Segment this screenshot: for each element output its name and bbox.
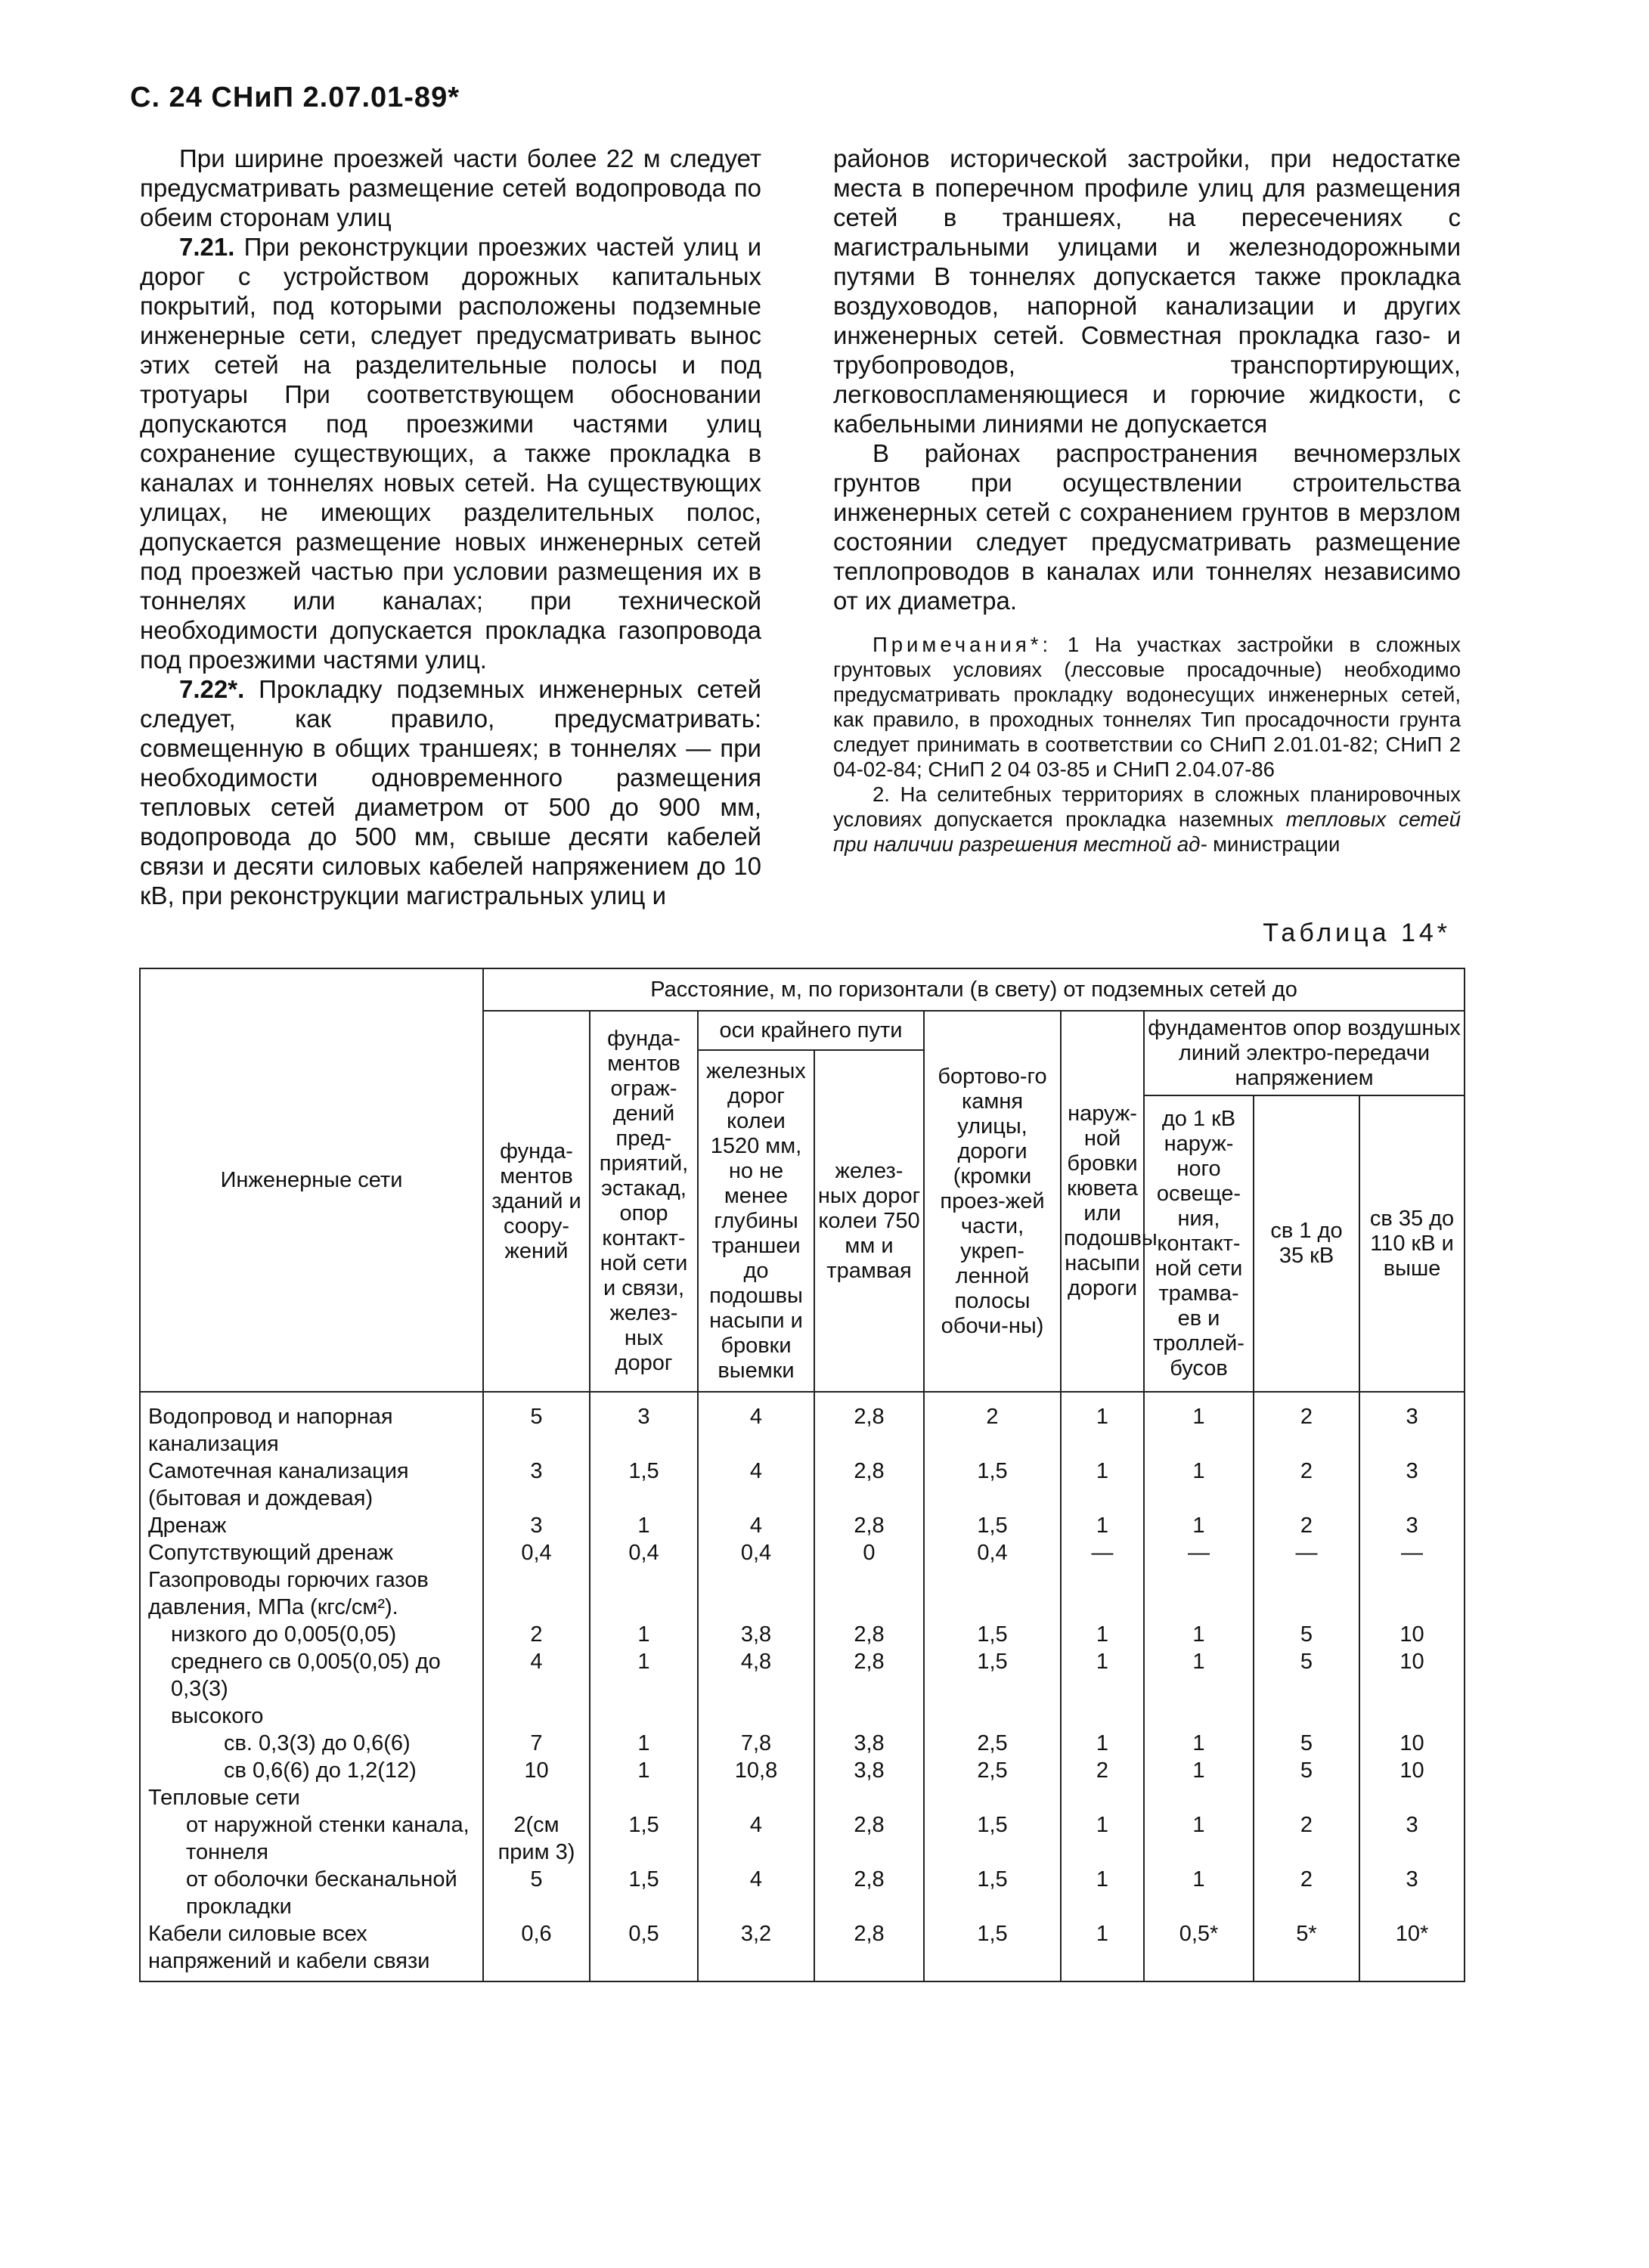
note-text: 1 На участках застройки в сложных грунтовых условиях (лессовые просадочные) необходимо предусматривать прокладку водонесущих инженерных сетей, как правило, в проходных тоннелях Тип просадочности грунта следует принимать в соответствии со СНиП 2.01.01-82; СНиП 2 04-02-84; СНиП 2 04 03-85 и СНиП 2.04.07-86 xyxy=(833,633,1461,781)
table-cell: 0,4 xyxy=(483,1539,590,1566)
table-cell: 5 xyxy=(1254,1648,1359,1703)
table-cell xyxy=(1254,1784,1359,1811)
table-cell: 10* xyxy=(1359,1920,1465,1981)
row-label: Сопутствующий дренаж xyxy=(140,1539,483,1566)
table-cell xyxy=(1359,1703,1465,1730)
page-header: С. 24 СНиП 2.07.01-89* xyxy=(130,82,460,113)
table-cell xyxy=(483,1784,590,1811)
table-cell xyxy=(814,1703,924,1730)
table-cell: 4 xyxy=(698,1512,814,1539)
table-cell: 2 xyxy=(483,1621,590,1648)
distance-table xyxy=(139,968,1465,1982)
paragraph: При ширине проезжей части более 22 м следует предусматривать размещение сетей водопровода по обеим сторонам улиц xyxy=(140,144,761,231)
table-cell xyxy=(698,1784,814,1811)
row-label: Дренаж xyxy=(140,1512,483,1539)
table-cell: 4 xyxy=(698,1866,814,1920)
table-caption: Таблица 14* xyxy=(1263,919,1451,947)
table-cell: 10 xyxy=(1359,1757,1465,1784)
table-cell: 1 xyxy=(590,1621,698,1648)
header-ditch: наруж-ной бровки кювета или подошвы насыпи дороги xyxy=(1061,1011,1144,1392)
row-label: Тепловые сети xyxy=(140,1784,483,1811)
table-cell: 4 xyxy=(698,1811,814,1866)
paragraph-7-22 xyxy=(140,674,761,910)
table-cell: 1 xyxy=(1061,1392,1144,1458)
paragraph: районов исторической застройки, при недостатке места в поперечном профиле улиц для размещения сетей в траншеях, на пересечениях с магистральными улицами и железнодорожными путями В тоннелях допускается также прокладка воздуховодов, напорной канализации и других инженерных сетей. Совместная прокладка газо- и трубопроводов, транспортирующих, легковоспламеняющиеся и горючие жидкости, с кабельными линиями не допускается xyxy=(833,144,1461,438)
table-cell: 5 xyxy=(1254,1757,1359,1784)
table-row xyxy=(140,1703,1465,1730)
table-cell: 4,8 xyxy=(698,1648,814,1703)
table-cell: 1 xyxy=(590,1757,698,1784)
table-cell: 2 xyxy=(1254,1512,1359,1539)
table-cell xyxy=(1061,1784,1144,1811)
header-track-axis: оси крайнего пути xyxy=(698,1011,924,1050)
table-cell: 1,5 xyxy=(590,1866,698,1920)
table-cell: 0,4 xyxy=(924,1539,1061,1566)
note-1 xyxy=(833,632,1461,782)
table-cell xyxy=(590,1784,698,1811)
table-row xyxy=(140,1920,1465,1981)
table-cell: 1 xyxy=(1144,1811,1254,1866)
table-cell xyxy=(698,1566,814,1621)
table-cell: 2 xyxy=(1254,1811,1359,1866)
table-row xyxy=(140,1621,1465,1648)
header-rail-1520: железных дорог колеи 1520 мм, но не менее глубины траншеи до подошвы насыпи и бровки выемки xyxy=(698,1050,814,1392)
table-cell: 3 xyxy=(483,1512,590,1539)
table-cell xyxy=(698,1703,814,1730)
header-foundations-fences: фунда-ментов ограж-дений пред-приятий, эстакад, опор контакт-ной сети и связи, желез-ных дорог xyxy=(590,1011,698,1392)
note-2 xyxy=(833,782,1461,857)
table-cell: 1 xyxy=(1144,1512,1254,1539)
table-cell: 10 xyxy=(1359,1648,1465,1703)
table-cell: 3,8 xyxy=(814,1757,924,1784)
table-cell: 1 xyxy=(1061,1866,1144,1920)
table-cell: 2 xyxy=(1254,1458,1359,1512)
table-cell: 1 xyxy=(590,1512,698,1539)
table-cell: 2 xyxy=(1061,1757,1144,1784)
header-power-lines: фундаментов опор воздушных линий электро-передачи напряжением xyxy=(1144,1011,1465,1095)
table-cell xyxy=(1254,1703,1359,1730)
table-cell: 1 xyxy=(1144,1458,1254,1512)
table-row xyxy=(140,1392,1465,1458)
table-cell xyxy=(924,1784,1061,1811)
table-cell xyxy=(924,1566,1061,1621)
table-cell: 1 xyxy=(1144,1757,1254,1784)
table-cell: 2 xyxy=(924,1392,1061,1458)
table-cell: 3,8 xyxy=(698,1621,814,1648)
table-cell: 2,5 xyxy=(924,1757,1061,1784)
table-cell: 1 xyxy=(590,1730,698,1757)
table-cell: 1 xyxy=(1061,1920,1144,1981)
table-cell xyxy=(1144,1703,1254,1730)
table-cell xyxy=(483,1566,590,1621)
table-cell: 1 xyxy=(1061,1621,1144,1648)
table-cell: 2,8 xyxy=(814,1392,924,1458)
table-cell: 2,8 xyxy=(814,1920,924,1981)
table-cell: 3 xyxy=(483,1458,590,1512)
table-cell: 1 xyxy=(1144,1648,1254,1703)
right-column xyxy=(833,144,1461,857)
table-cell: 2,8 xyxy=(814,1458,924,1512)
row-label: Газопроводы горючих газов давления, МПа (кгс/см²). xyxy=(140,1566,483,1621)
table-row xyxy=(140,1784,1465,1811)
table-cell: 2 xyxy=(1254,1392,1359,1458)
table-cell: 2,8 xyxy=(814,1811,924,1866)
table-cell: 1 xyxy=(1144,1866,1254,1920)
table-cell: 10 xyxy=(483,1757,590,1784)
table-cell: 1,5 xyxy=(590,1811,698,1866)
table-row xyxy=(140,1512,1465,1539)
row-label: среднего св 0,005(0,05) до 0,3(3) xyxy=(140,1648,483,1703)
paragraph: В районах распространения вечномерзлых грунтов при осуществлении строительства инженерных сетей с сохранением грунтов в мерзлом состоянии следует предусматривать размещение теплопроводов в каналах или тоннелях независимо от их диаметра. xyxy=(833,439,1461,615)
table-row xyxy=(140,1811,1465,1866)
row-label: Водопровод и напорная канализация xyxy=(140,1392,483,1458)
table-cell: 3 xyxy=(1359,1866,1465,1920)
table-cell: 3 xyxy=(1359,1392,1465,1458)
header-over-1-to-35: св 1 до 35 кВ xyxy=(1254,1095,1359,1392)
row-label: св. 0,3(3) до 0,6(6) xyxy=(140,1730,483,1757)
header-rail-750: желез-ных дорог колеи 750 мм и трамвая xyxy=(814,1050,924,1392)
paragraph-7-21 xyxy=(140,232,761,674)
table-cell: 1 xyxy=(590,1648,698,1703)
paragraph-number: 7.21. xyxy=(179,233,235,261)
table-cell: 5 xyxy=(483,1866,590,1920)
table-cell: 1 xyxy=(1061,1458,1144,1512)
table-cell: 0,5* xyxy=(1144,1920,1254,1981)
table-cell: 3 xyxy=(590,1392,698,1458)
table-cell xyxy=(1061,1566,1144,1621)
table-cell: 5 xyxy=(483,1392,590,1458)
table-cell xyxy=(1359,1784,1465,1811)
table-cell: — xyxy=(1254,1539,1359,1566)
table-cell xyxy=(1061,1703,1144,1730)
table-cell: 1 xyxy=(1061,1512,1144,1539)
table-cell: 1 xyxy=(1144,1621,1254,1648)
table-row xyxy=(140,1866,1465,1920)
table-cell: 1,5 xyxy=(924,1811,1061,1866)
table-cell: 4 xyxy=(483,1648,590,1703)
row-label: св 0,6(6) до 1,2(12) xyxy=(140,1757,483,1784)
table-cell xyxy=(1144,1784,1254,1811)
table-cell: 10,8 xyxy=(698,1757,814,1784)
table-cell: 3 xyxy=(1359,1458,1465,1512)
table-cell xyxy=(1144,1566,1254,1621)
table-cell xyxy=(814,1784,924,1811)
table-cell: 0,4 xyxy=(590,1539,698,1566)
table-cell: 0 xyxy=(814,1539,924,1566)
table-cell: 1 xyxy=(1144,1730,1254,1757)
table-cell: 2,8 xyxy=(814,1512,924,1539)
table-row xyxy=(140,1539,1465,1566)
note-text: 2. На селитебных территориях в сложных планировочных условиях допускается прокладка наземных xyxy=(833,782,1461,831)
table-cell: 5 xyxy=(1254,1621,1359,1648)
table-row xyxy=(140,1458,1465,1512)
row-label: Самотечная канализация (бытовая и дождевая) xyxy=(140,1458,483,1512)
table-cell: 2,5 xyxy=(924,1730,1061,1757)
paragraph-text: При реконструкции проезжих частей улиц и дорог с устройством дорожных капитальных покрытий, под которыми расположены подземные инженерные сети, следует предусматривать вынос этих сетей на разделительные полосы и под тротуары При соответствующем обосновании допускаются под проезжими частями улиц сохранение существующих, а также прокладка в каналах и тоннелях новых сетей. На существующих улицах, не имеющих разделительных полос, допускается размещение новых инженерных сетей под проезжей частью при условии размещения их в тоннелях или каналах; при технической необходимости допускается прокладка газопровода под проезжими частями улиц. xyxy=(140,233,761,674)
note-text-italic: тепловых сетей при наличии разрешения местной ад- xyxy=(833,807,1461,856)
header-distance: Расстояние, м, по горизонтали (в свету) от подземных сетей до xyxy=(483,968,1465,1011)
table-cell: 1 xyxy=(1061,1648,1144,1703)
table-cell: 3 xyxy=(1359,1811,1465,1866)
table-cell: 0,6 xyxy=(483,1920,590,1981)
table-cell: 10 xyxy=(1359,1730,1465,1757)
table-row xyxy=(140,1648,1465,1703)
row-label: от оболочки бесканальной прокладки xyxy=(140,1866,483,1920)
table-cell: 1,5 xyxy=(924,1512,1061,1539)
row-label: низкого до 0,005(0,05) xyxy=(140,1621,483,1648)
table-row xyxy=(140,1730,1465,1757)
table-cell: 7 xyxy=(483,1730,590,1757)
table-cell: 1,5 xyxy=(924,1920,1061,1981)
table-cell xyxy=(590,1566,698,1621)
table-cell xyxy=(483,1703,590,1730)
table-cell xyxy=(814,1566,924,1621)
notes xyxy=(833,632,1461,857)
row-label: от наружной стенки канала, тоннеля xyxy=(140,1811,483,1866)
table-cell: 1 xyxy=(1144,1392,1254,1458)
table-cell xyxy=(924,1703,1061,1730)
note-text: министрации xyxy=(1213,832,1341,856)
table-cell xyxy=(590,1703,698,1730)
table-cell: 2,8 xyxy=(814,1866,924,1920)
note-label: Примечания*: xyxy=(873,633,1052,656)
table-cell: 1 xyxy=(1061,1811,1144,1866)
header-up-to-1kv: до 1 кВ наруж-ного освеще-ния, контакт-ной сети трамва-ев и троллей-бусов xyxy=(1144,1095,1254,1392)
table-cell: 1,5 xyxy=(590,1458,698,1512)
header-networks: Инженерные сети xyxy=(140,968,483,1392)
table-cell: 3 xyxy=(1359,1512,1465,1539)
table-cell: 5* xyxy=(1254,1920,1359,1981)
table-cell: 1,5 xyxy=(924,1866,1061,1920)
table-cell: — xyxy=(1061,1539,1144,1566)
table-cell: 2,8 xyxy=(814,1648,924,1703)
table-cell xyxy=(1254,1566,1359,1621)
paragraph-text: Прокладку подземных инженерных сетей следует, как правило, предусматривать: совмещенную в общих траншеях; в тоннелях — при необходимости одновременного размещения тепловых сетей диаметром от 500 до 900 мм, водопровода до 500 мм, свыше десяти кабелей связи и десяти силовых кабелей напряжением до 10 кВ, при реконструкции магистральных улиц и xyxy=(140,675,762,909)
table-cell: 1,5 xyxy=(924,1621,1061,1648)
table-cell: 1,5 xyxy=(924,1648,1061,1703)
header-foundations-buildings: фунда-ментов зданий и соору-жений xyxy=(483,1011,590,1392)
table-cell: 5 xyxy=(1254,1730,1359,1757)
table-cell: 2(см прим 3) xyxy=(483,1811,590,1866)
row-label: высокого xyxy=(140,1703,483,1730)
table-cell: 3,2 xyxy=(698,1920,814,1981)
row-label: Кабели силовые всех напряжений и кабели связи xyxy=(140,1920,483,1981)
paragraph-number: 7.22*. xyxy=(179,675,245,703)
left-column xyxy=(140,144,761,910)
table-row xyxy=(140,1757,1465,1784)
table-cell: 4 xyxy=(698,1458,814,1512)
table-cell xyxy=(1359,1566,1465,1621)
table-cell: 10 xyxy=(1359,1621,1465,1648)
header-curb: бортово-го камня улицы, дороги (кромки проез-жей части, укреп-ленной полосы обочи-ны) xyxy=(924,1011,1061,1392)
table-cell: 2 xyxy=(1254,1866,1359,1920)
header-over-35-to-110: св 35 до 110 кВ и выше xyxy=(1359,1095,1465,1392)
table-cell: 1,5 xyxy=(924,1458,1061,1512)
table-cell: 1 xyxy=(1061,1730,1144,1757)
table-cell: 3,8 xyxy=(814,1730,924,1757)
table-cell: 4 xyxy=(698,1392,814,1458)
table-cell: 0,5 xyxy=(590,1920,698,1981)
table-cell: — xyxy=(1144,1539,1254,1566)
table-cell: 2,8 xyxy=(814,1621,924,1648)
table-cell: 7,8 xyxy=(698,1730,814,1757)
table-row xyxy=(140,1566,1465,1621)
table-cell: — xyxy=(1359,1539,1465,1566)
table-cell: 0,4 xyxy=(698,1539,814,1566)
